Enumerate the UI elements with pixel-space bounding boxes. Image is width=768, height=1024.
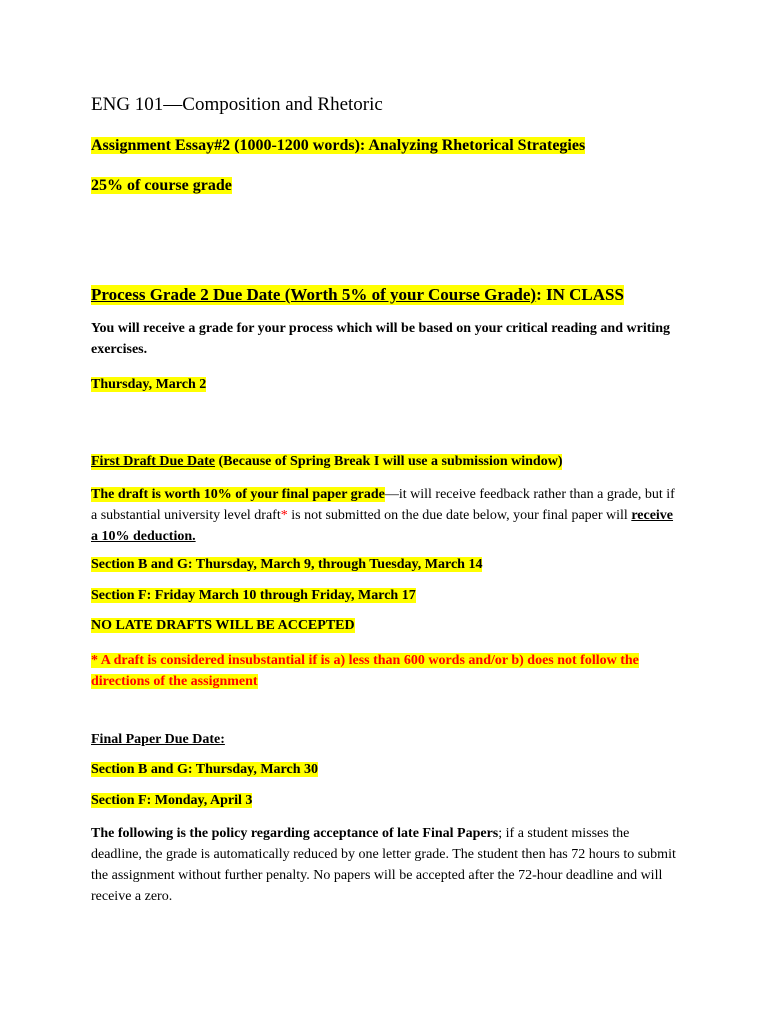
draft-policy-paragraph xyxy=(91,484,681,547)
process-due-date xyxy=(91,377,206,393)
assignment-title-text: Assignment Essay#2 (1000-1200 words): Analyzing Rhetorical Strategies xyxy=(91,137,586,154)
process-due-date-text: Thursday, March 2 xyxy=(91,377,207,392)
course-title: ENG 101—Composition and Rhetoric xyxy=(91,94,383,115)
draft-deduction-text: receive a 10% deduction. xyxy=(91,508,674,544)
no-late-drafts-text: NO LATE DRAFTS WILL BE ACCEPTED xyxy=(91,618,355,633)
final-section-f-text: Section F: Monday, April 3 xyxy=(91,793,253,808)
draft-asterisk: * xyxy=(280,508,288,523)
final-section-f-date xyxy=(91,793,252,809)
late-policy-rest: ; if a student misses the deadline, the grade is automatically reduced by one letter grade. The student then has 72 hours to submit the assignment without further penalty. No papers will be accepted after the 72-hour deadline and will receive a zero. xyxy=(91,826,676,904)
no-late-drafts-notice xyxy=(91,618,355,634)
course-grade-percent xyxy=(91,177,232,195)
draft-section-bg-text: Section B and G: Thursday, March 9, through Tuesday, March 14 xyxy=(91,557,483,572)
late-policy-bold: The following is the policy regarding acceptance of late Final Papers xyxy=(91,826,499,841)
process-grade-heading xyxy=(91,285,624,305)
insubstantial-draft-note xyxy=(91,650,681,692)
draft-feedback-text: —it will receive feedback rather than a grade, but if a substantial university level draft xyxy=(91,487,675,523)
final-paper-heading: Final Paper Due Date: xyxy=(91,732,225,747)
insubstantial-draft-text: * A draft is considered insubstantial if is a) less than 600 words and/or b) does not follow the directions of the assignment xyxy=(91,653,639,689)
draft-section-f-dates xyxy=(91,588,416,604)
draft-worth-text: The draft is worth 10% of your final paper grade xyxy=(91,487,385,502)
process-heading-underlined: Process Grade 2 Due Date (Worth 5% of your Course Grade) xyxy=(91,285,537,304)
first-draft-heading-note: (Because of Spring Break I will use a submission window) xyxy=(218,454,563,469)
draft-section-bg-dates xyxy=(91,557,482,573)
process-description: You will receive a grade for your process which will be based on your critical reading and writing exercises. xyxy=(91,321,671,357)
draft-section-f-text: Section F: Friday March 10 through Friday, March 17 xyxy=(91,588,416,603)
assignment-title xyxy=(91,137,585,155)
first-draft-heading-label: First Draft Due Date xyxy=(91,454,216,469)
final-section-bg-text: Section B and G: Thursday, March 30 xyxy=(91,762,319,777)
course-grade-percent-text: 25% of course grade xyxy=(91,177,232,194)
draft-submission-text: is not submitted on the due date below, your final paper will xyxy=(287,508,632,523)
first-draft-heading xyxy=(91,454,562,470)
final-section-bg-date xyxy=(91,762,318,778)
process-heading-rest: : IN CLASS xyxy=(536,285,624,304)
late-policy-paragraph xyxy=(91,823,681,907)
